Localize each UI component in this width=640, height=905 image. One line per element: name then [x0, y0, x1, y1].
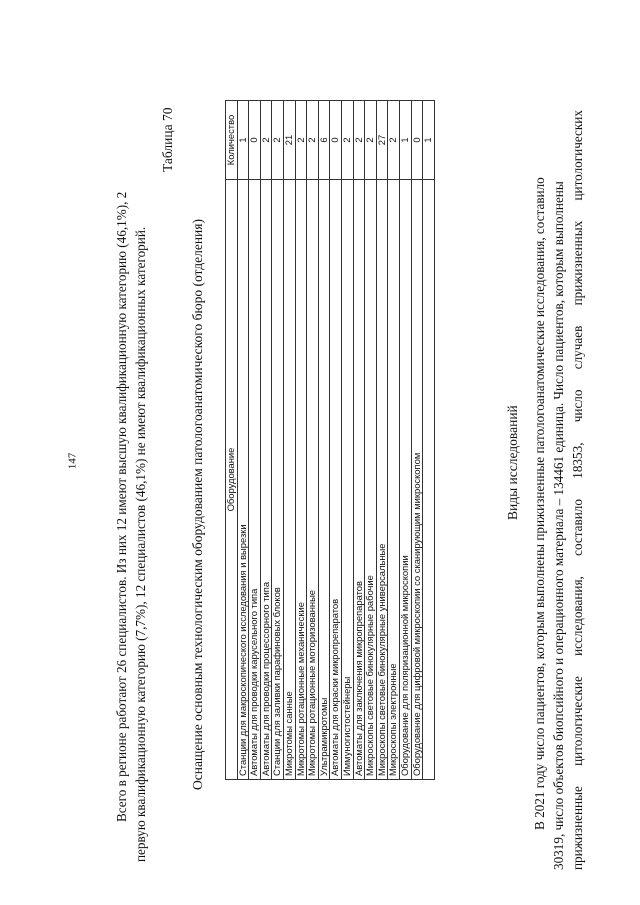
equipment-cell: Автоматы для окраски микропрепаратов [330, 180, 342, 780]
table-row [260, 101, 272, 780]
quantity-cell: 2 [295, 101, 307, 180]
quantity-cell: 1 [399, 101, 411, 180]
page-number: 147 [66, 452, 79, 470]
equipment-cell: Оборудование для цифровой микроскопии со сканирующим микроскопом [411, 180, 423, 780]
equipment-cell: Автоматы для проводки процессорного типа [260, 180, 272, 780]
body-word: случаев [570, 325, 585, 370]
table-row [399, 101, 411, 780]
equipment-cell [423, 180, 435, 780]
quantity-cell: 0 [411, 101, 423, 180]
body-word: составило [570, 499, 585, 556]
table-row [365, 101, 377, 780]
body-line: 30319, число объектов биопсийного и операционного материала – 134461 единица. Число пациентов, которым выполнены [551, 181, 566, 870]
equipment-cell: Микротомы санные [283, 180, 295, 780]
intro-line: Всего в регионе работают 26 специалистов. Из них 12 имеют высшую квалификационную категорию (46,1%), 2 [114, 191, 129, 822]
column-header-equipment: Оборудование [226, 180, 238, 780]
equipment-cell: Автоматы для заключения микропрепаратов [353, 180, 365, 780]
quantity-cell: 21 [283, 101, 295, 180]
body-word: исследования, [570, 576, 585, 656]
quantity-cell: 0 [330, 101, 342, 180]
equipment-cell: Станции для заливки парафиновых блоков [272, 180, 284, 780]
body-word: прижизненные [570, 786, 585, 870]
quantity-cell: 2 [365, 101, 377, 180]
table-header-row [226, 101, 238, 780]
table-row [376, 101, 388, 780]
equipment-cell: Микроскопы световые бинокулярные рабочие [365, 180, 377, 780]
quantity-cell: 2 [341, 101, 353, 180]
table-caption: Оснащение основным технологическим оборудованием патологоанатомического бюро (отделения) [190, 219, 205, 790]
column-header-quantity: Количество [226, 101, 238, 180]
table-row [272, 101, 284, 780]
body-line: В 2021 году число пациентов, которым выполнены прижизненные патологоанатомические исследования, составило [532, 177, 547, 830]
body-line [568, 110, 587, 870]
table-row [388, 101, 400, 780]
body-word: прижизненных [570, 220, 585, 306]
equipment-cell: Микроскопы электронные [388, 180, 400, 780]
body-paragraph [530, 110, 587, 870]
body-word: число [570, 389, 585, 423]
table-row [423, 101, 435, 780]
equipment-cell: Станции для макроскопического исследования и вырезки [237, 180, 249, 780]
equipment-cell: Микроскопы световые бинокулярные универсальные [376, 180, 388, 780]
quantity-cell: 1 [237, 101, 249, 180]
body-word: 18353, [570, 442, 585, 479]
quantity-cell: 27 [376, 101, 388, 180]
body-word: цитологические [570, 676, 585, 766]
table-row [411, 101, 423, 780]
equipment-cell: Автоматы для проводки карусельного типа [249, 180, 261, 780]
intro-paragraph [112, 102, 150, 862]
equipment-cell: Ультрамикротомы [318, 180, 330, 780]
quantity-cell: 0 [249, 101, 261, 180]
body-word: цитологических [570, 110, 585, 201]
table-row [249, 101, 261, 780]
table-row [307, 101, 319, 780]
equipment-table-wrapper [225, 100, 435, 780]
quantity-cell: 1 [423, 101, 435, 180]
equipment-cell: Иммуногистостейнеры [341, 180, 353, 780]
quantity-cell: 2 [307, 101, 319, 180]
table-row [295, 101, 307, 780]
equipment-table [225, 100, 435, 780]
table-label: Таблица 70 [160, 107, 175, 172]
quantity-cell: 6 [318, 101, 330, 180]
equipment-cell: Микротомы ротационные моторизованные [307, 180, 319, 780]
table-row [237, 101, 249, 780]
equipment-cell: Микротомы ротационные механические [295, 180, 307, 780]
quantity-cell: 2 [353, 101, 365, 180]
table-row [353, 101, 365, 780]
quantity-cell: 2 [272, 101, 284, 180]
table-row [341, 101, 353, 780]
quantity-cell: 2 [260, 101, 272, 180]
section-title: Виды исследований [505, 405, 520, 520]
table-row [318, 101, 330, 780]
table-row [283, 101, 295, 780]
intro-line: первую квалификационную категорию (7,7%), 12 специалистов (46,1%) не имеют квалификационных категорий. [133, 226, 148, 862]
table-row [330, 101, 342, 780]
equipment-cell: Оборудование для поляризационной микроскопии [399, 180, 411, 780]
quantity-cell: 2 [388, 101, 400, 180]
